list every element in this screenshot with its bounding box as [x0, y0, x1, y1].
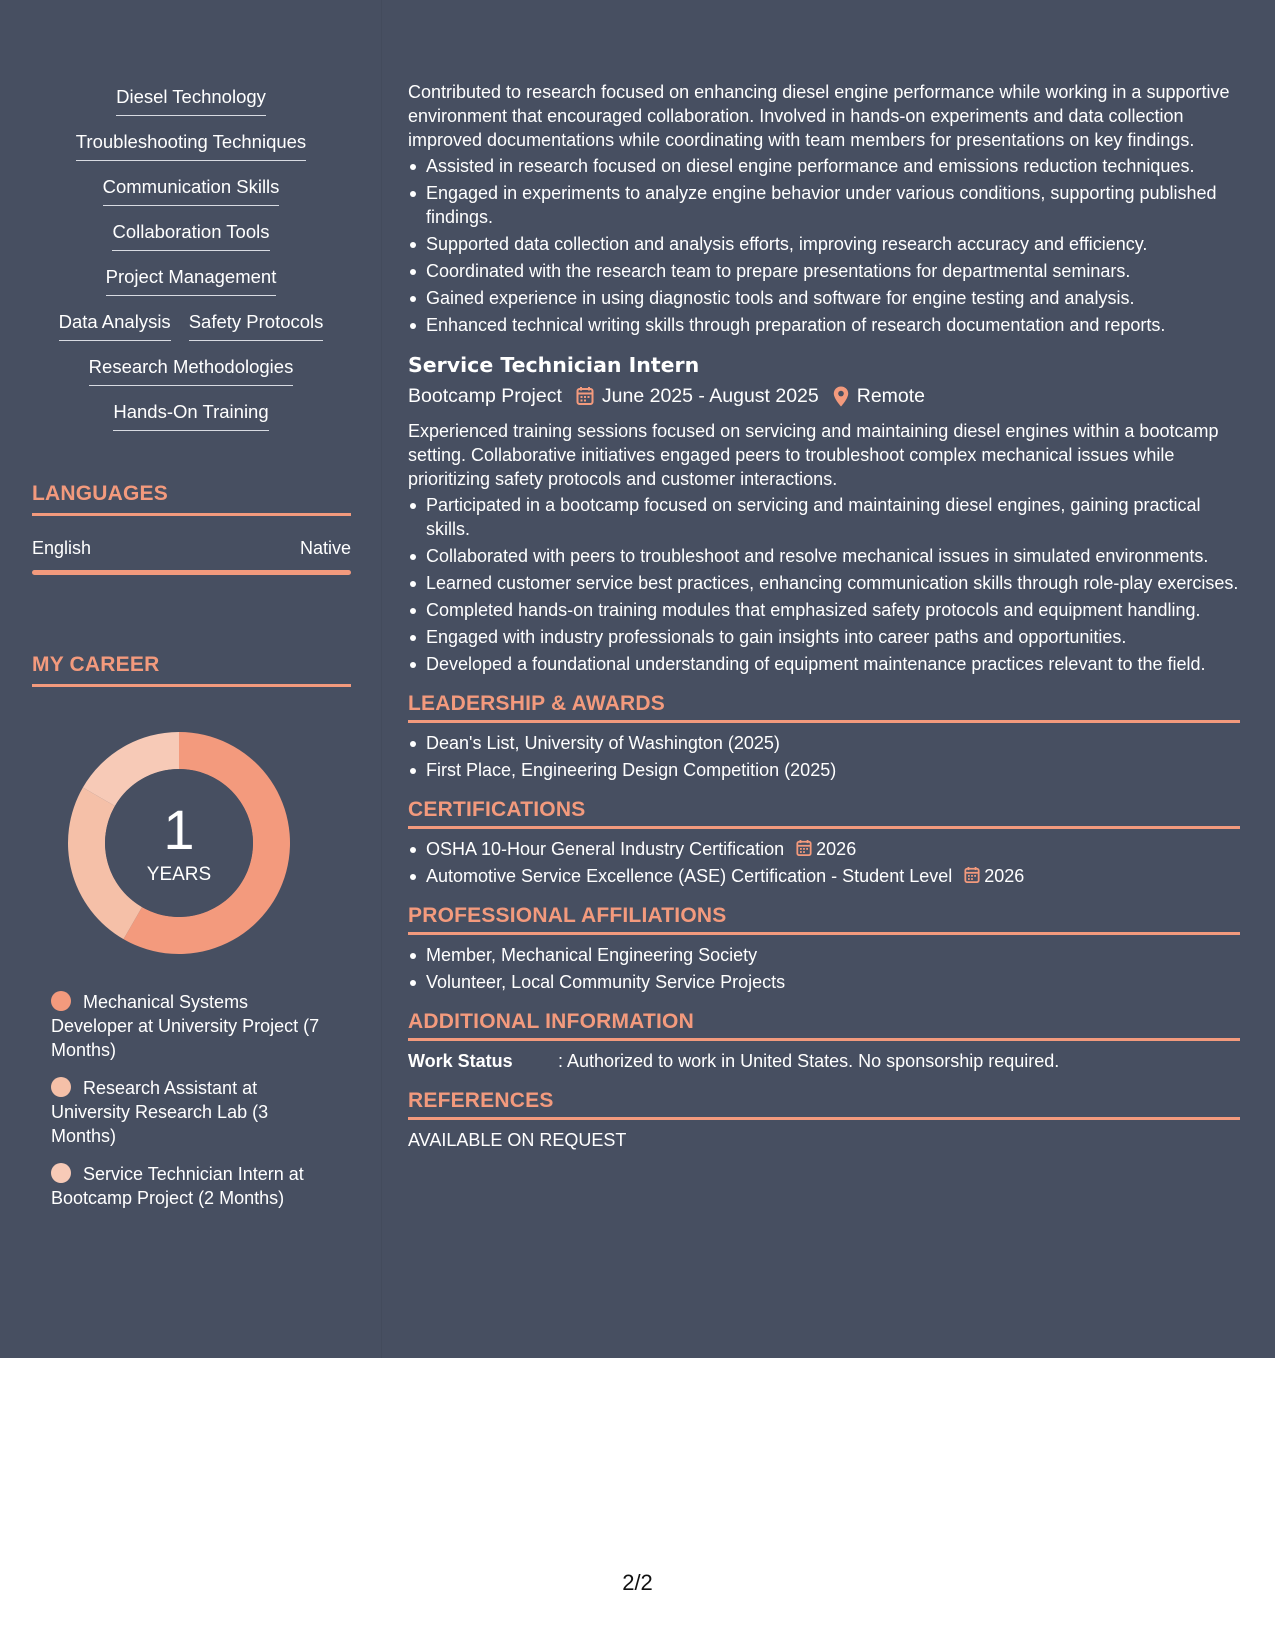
certifications-heading: CERTIFICATIONS: [408, 798, 1240, 829]
career-total-unit: YEARS: [146, 864, 212, 885]
career-legend-item: [51, 990, 321, 1062]
job-summary: Experienced training sessions focused on servicing and maintaining diesel engines within a bootcamp setting. Collaborative initiatives engaged peers to troubleshoot complex mechanical issues while prioritizing safety protocols and customer interactions.: [408, 421, 1219, 489]
bullet-item: Completed hands-on training modules that emphasized safety protocols and equipment handling.: [408, 598, 1240, 622]
skill-tag: Safety Protocols: [189, 311, 324, 341]
certifications-list: [408, 837, 1240, 888]
main-content: [408, 80, 1240, 1152]
references-text: AVAILABLE ON REQUEST: [408, 1130, 627, 1150]
legend-dot: [51, 1163, 71, 1183]
skill-row: [32, 131, 350, 176]
job-bullets: [408, 493, 1240, 676]
certification-name: OSHA 10-Hour General Industry Certification: [426, 839, 785, 859]
skill-tag: Communication Skills: [103, 176, 280, 206]
calendar-icon: [796, 839, 812, 857]
job-dates: June 2025 - August 2025: [601, 385, 819, 407]
experience-summary: Contributed to research focused on enhancing diesel engine performance while working in a supportive environment that encouraged collaboration. Involved in hands-on experiments and data collection improved documentations while coordinating with team members for presentations on key findings.: [408, 82, 1230, 150]
skills-list: [32, 86, 350, 446]
page-number: 2/2: [622, 1570, 653, 1595]
skill-row: [32, 356, 350, 401]
bullet-item: Learned customer service best practices, enhancing communication skills through role-play exercises.: [408, 571, 1240, 595]
sidebar: [0, 0, 382, 1358]
legend-dot: [51, 991, 71, 1011]
career-legend-item: [51, 1076, 321, 1148]
language-level: Native: [299, 538, 351, 558]
calendar-icon: [576, 386, 594, 406]
language-row: [32, 538, 351, 559]
bullet-item: Collaborated with peers to troubleshoot and resolve mechanical issues in simulated environments.: [408, 544, 1240, 568]
skill-tag: Troubleshooting Techniques: [76, 131, 306, 161]
bullet-item: Assisted in research focused on diesel engine performance and emissions reduction techniques.: [408, 154, 1240, 178]
career-legend: [51, 990, 321, 1224]
leadership-heading: LEADERSHIP & AWARDS: [408, 692, 1240, 723]
career-legend-label: Mechanical Systems Developer at University Project (7 Months): [51, 992, 320, 1060]
bullet-item: Gained experience in using diagnostic tools and software for engine testing and analysis.: [408, 286, 1240, 310]
experience-bullets: [408, 154, 1240, 337]
affiliation-item: Member, Mechanical Engineering Society: [408, 943, 1240, 967]
skill-tag: Data Analysis: [59, 311, 171, 341]
bullet-item: Coordinated with the research team to prepare presentations for departmental seminars.: [408, 259, 1240, 283]
bullet-item: Participated in a bootcamp focused on servicing and maintaining diesel engines, gaining practical skills.: [408, 493, 1240, 541]
bullet-item: Developed a foundational understanding of equipment maintenance practices relevant to the field.: [408, 652, 1240, 676]
skill-tag: Hands-On Training: [113, 401, 268, 431]
career-legend-item: [51, 1162, 321, 1210]
affiliations-list: [408, 943, 1240, 994]
certification-name: Automotive Service Excellence (ASE) Certification - Student Level: [426, 866, 953, 886]
skill-tag: Diesel Technology: [116, 86, 266, 116]
award-item: First Place, Engineering Design Competition (2025): [408, 758, 1240, 782]
language-name: English: [32, 538, 92, 558]
award-item: Dean's List, University of Washington (2025): [408, 731, 1240, 755]
skill-row: [32, 86, 350, 131]
career-heading: MY CAREER: [32, 653, 351, 687]
bullet-item: Supported data collection and analysis efforts, improving research accuracy and efficiency.: [408, 232, 1240, 256]
bullet-item: Engaged in experiments to analyze engine behavior under various conditions, supporting published findings.: [408, 181, 1240, 229]
affiliation-item: Volunteer, Local Community Service Projects: [408, 970, 1240, 994]
job-company: Bootcamp Project: [408, 385, 562, 407]
legend-dot: [51, 1077, 71, 1097]
location-pin-icon: [833, 386, 849, 407]
affiliations-heading: PROFESSIONAL AFFILIATIONS: [408, 904, 1240, 935]
leadership-list: [408, 731, 1240, 782]
career-legend-label: Research Assistant at University Research Lab (3 Months): [51, 1078, 269, 1146]
calendar-icon: [964, 866, 980, 884]
skill-row: [32, 266, 350, 311]
skill-tag: Project Management: [106, 266, 277, 296]
career-total-value: 1: [163, 798, 195, 861]
job-title: Service Technician Intern: [408, 353, 700, 377]
languages-heading: LANGUAGES: [32, 482, 351, 516]
skill-tag: Collaboration Tools: [112, 221, 269, 251]
skill-row: [32, 176, 350, 221]
work-status-label: Work Status: [408, 1051, 513, 1071]
work-status-value: : Authorized to work in United States. No sponsorship required.: [558, 1051, 1060, 1071]
skill-tag: Research Methodologies: [89, 356, 294, 386]
bullet-item: Enhanced technical writing skills through preparation of research documentation and reports.: [408, 313, 1240, 337]
references-heading: REFERENCES: [408, 1089, 1240, 1120]
certification-year: 2026: [984, 866, 1025, 886]
job-meta: [408, 381, 1240, 411]
language-proficiency-bar: [32, 570, 351, 575]
career-donut-chart: [66, 730, 292, 956]
skill-row: [32, 221, 350, 266]
bullet-item: Engaged with industry professionals to gain insights into career paths and opportunities.: [408, 625, 1240, 649]
skill-row: [32, 401, 350, 446]
job-location: Remote: [856, 385, 926, 407]
work-status-row: [408, 1049, 1240, 1073]
skill-row: [32, 311, 350, 356]
career-legend-label: Service Technician Intern at Bootcamp Project (2 Months): [51, 1164, 304, 1208]
certification-item: [408, 864, 1240, 888]
certification-year: 2026: [816, 839, 857, 859]
certification-item: [408, 837, 1240, 861]
additional-info-heading: ADDITIONAL INFORMATION: [408, 1010, 1240, 1041]
